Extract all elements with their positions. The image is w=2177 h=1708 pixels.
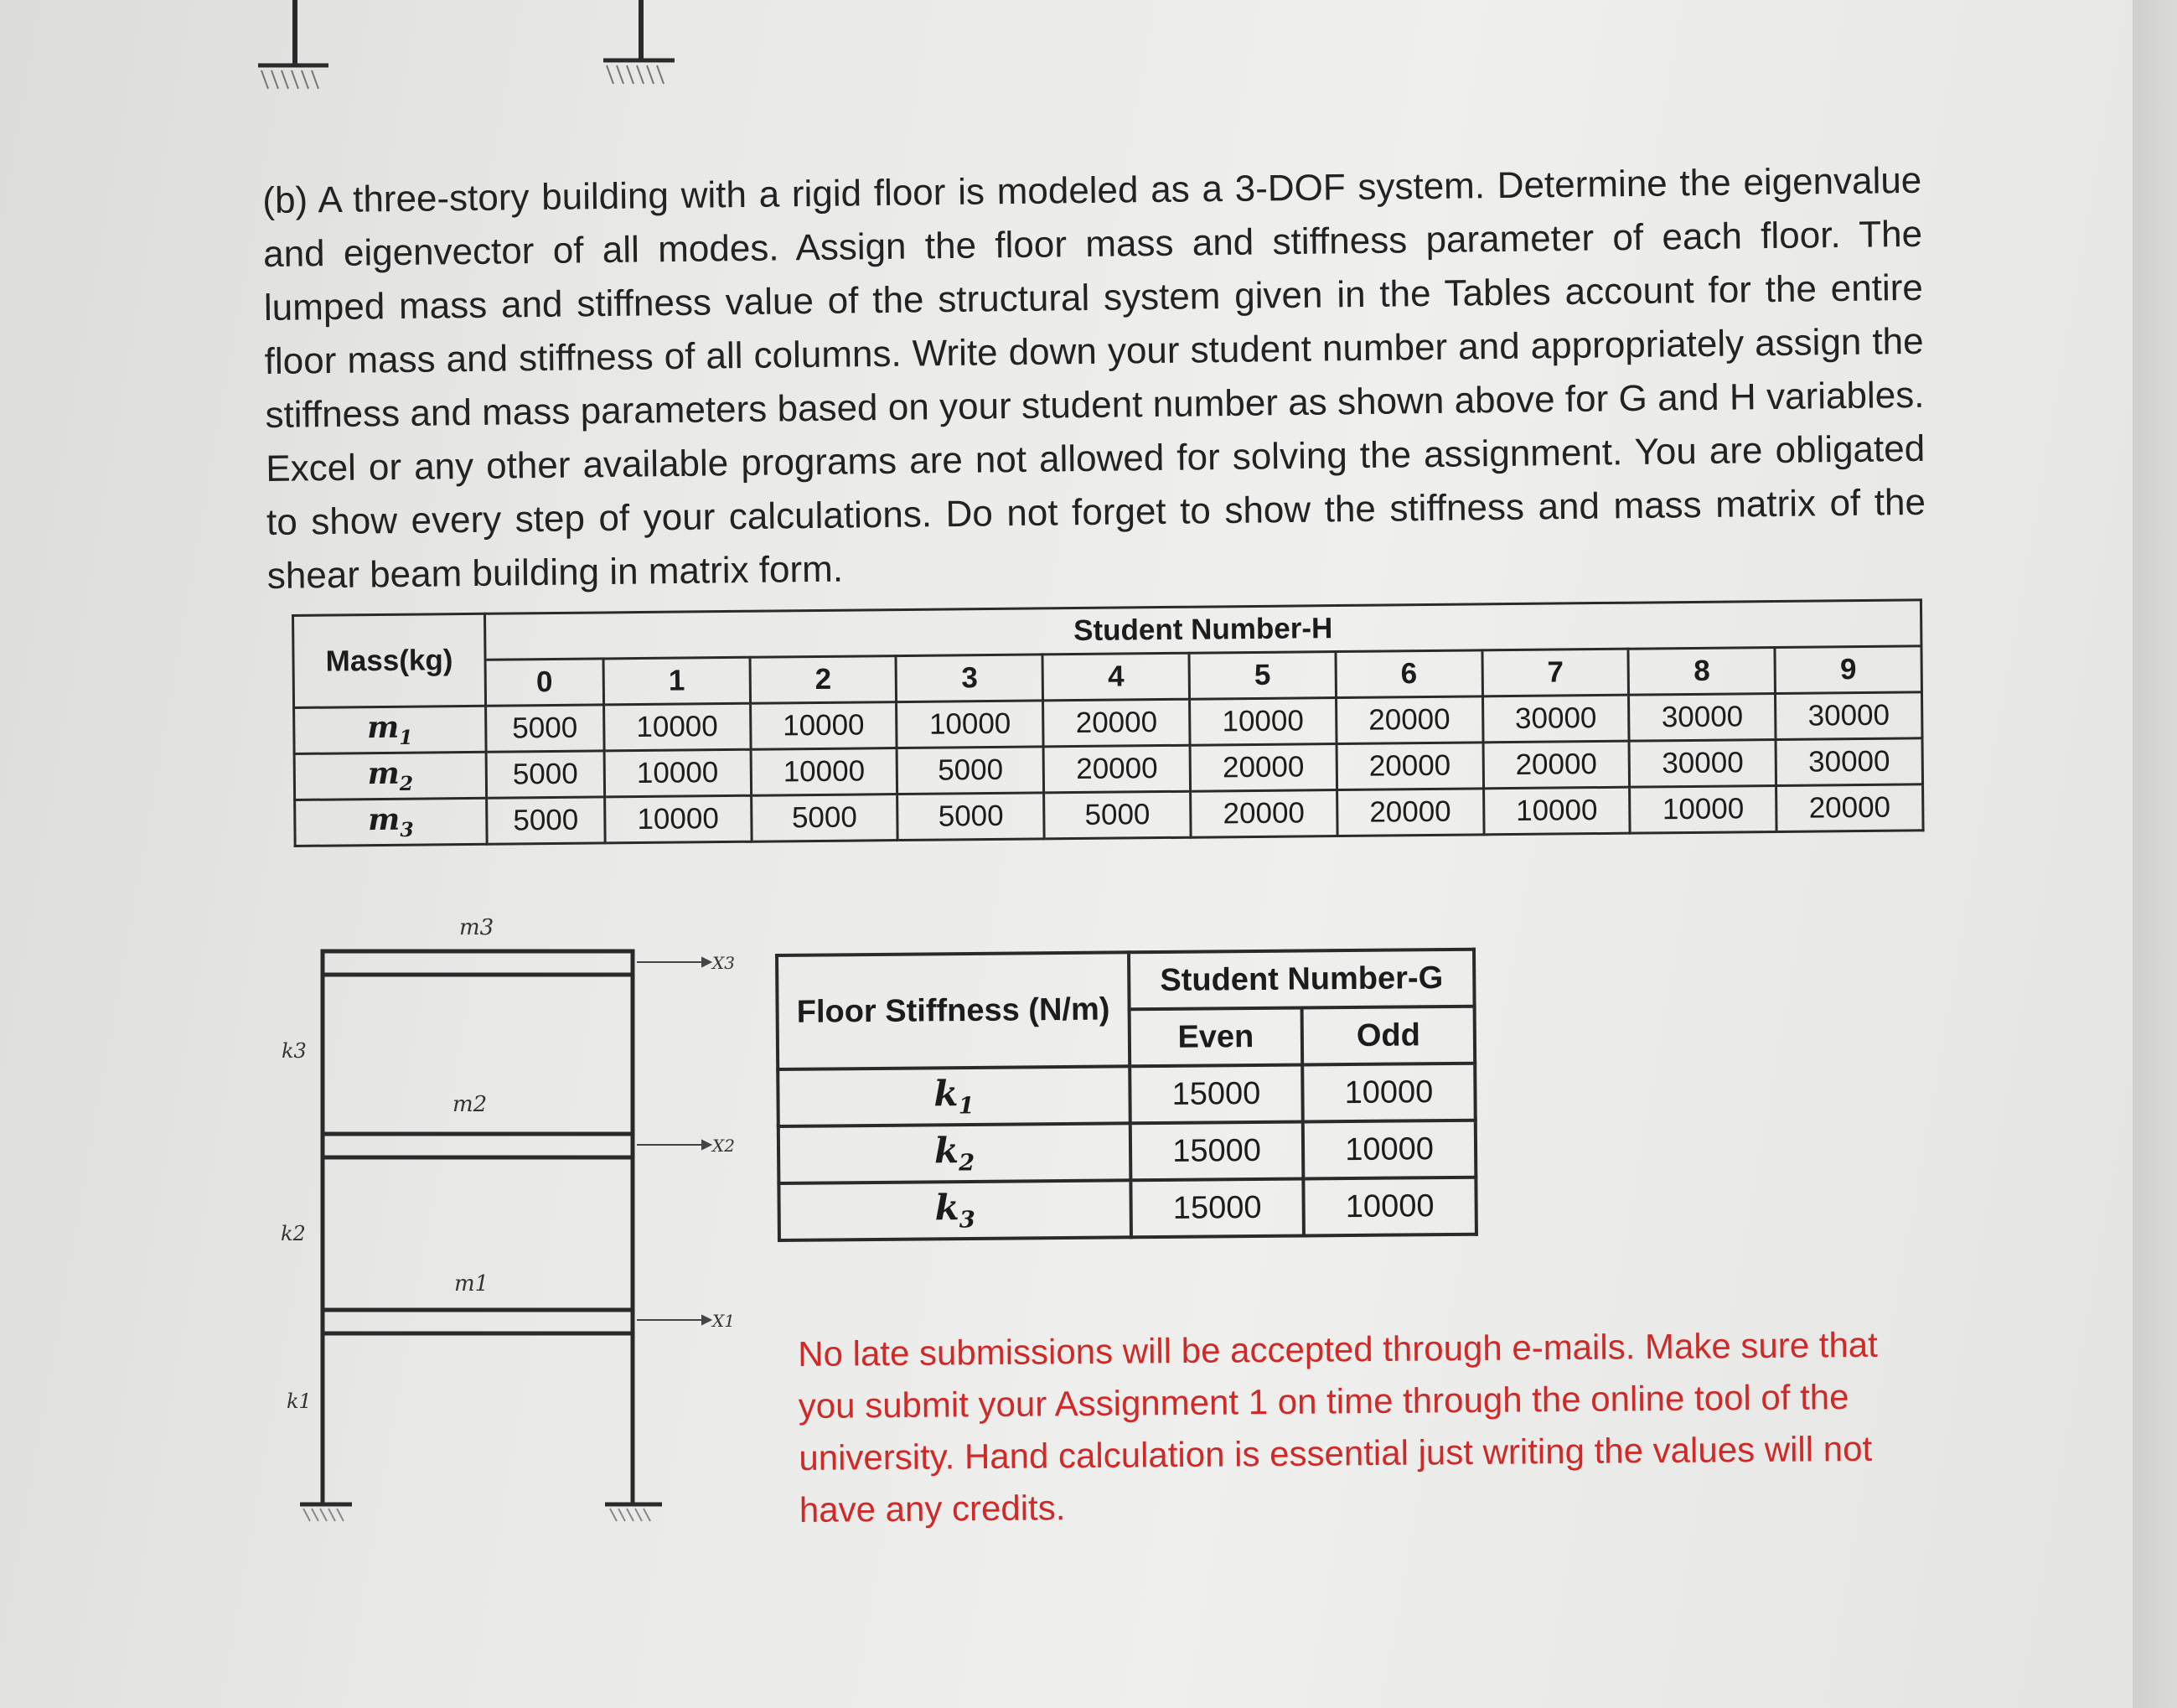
mass-value-cell: 30000 <box>1629 694 1776 742</box>
mass-value-cell: 20000 <box>1043 699 1190 747</box>
mass-value-cell: 30000 <box>1629 740 1776 788</box>
mass-column-header: 3 <box>896 655 1042 702</box>
mass-value-cell: 20000 <box>1191 790 1337 838</box>
stiffness-value-cell: 15000 <box>1130 1122 1304 1181</box>
mass-value-cell: 20000 <box>1190 744 1337 792</box>
mass-value-cell: 30000 <box>1776 692 1922 740</box>
problem-statement: (b) A three-story building with a rigid floor is modeled as a 3-DOF system. Determine the eigenvalue and eigenvector of all modes. Assign the floor mass and stiffness parameter of each floor. The lumped mass and stiffness value of the structural system given in the Tables account for the entire floor mass and stiffness of all columns. Write down your student number and appropriately assign the stiffness and mass parameters based on your student number as shown above for G and H variables. Excel or any other available programs are not allowed for solving the assignment. You are obligated to show every step of your calculations. Do not forget to show the stiffness and mass matrix of the shear beam building in matrix form. <box>262 159 1926 597</box>
stiffness-value-cell: 10000 <box>1303 1121 1476 1179</box>
mass-value-cell: 20000 <box>1337 789 1483 836</box>
stiffness-value-cell: 10000 <box>1302 1064 1476 1122</box>
mass-value-cell: 20000 <box>1776 784 1923 832</box>
mass-column-header: 0 <box>485 659 603 706</box>
stiffness-value-cell: 15000 <box>1130 1065 1303 1124</box>
mass-value-cell: 5000 <box>897 793 1044 841</box>
displacement-label-x2: X2 <box>712 1136 735 1156</box>
main-frame <box>300 951 662 1504</box>
stiffness-table-row <box>778 1064 1476 1126</box>
mass-column-header: 6 <box>1336 650 1482 698</box>
late-submission-notice: No late submissions will be accepted through e-mails. Make sure that you submit your Assignment 1 on time through the online tool of the university. Hand calculation is essential just writing the values will not have any credits. <box>798 1324 1879 1529</box>
mass-column-header: 1 <box>603 657 750 705</box>
stiffness-label-k3: k3 <box>282 1039 307 1063</box>
stiffness-label-k2: k2 <box>281 1222 306 1245</box>
stiffness-label-k1: k1 <box>287 1390 312 1413</box>
mass-value-cell: 10000 <box>1483 787 1630 835</box>
mass-value-cell: 5000 <box>897 747 1044 794</box>
stiffness-row-label <box>778 1180 1131 1240</box>
stiffness-value-cell: 15000 <box>1130 1179 1304 1238</box>
displacement-label-x3: X3 <box>712 953 735 973</box>
mass-variable: $m_1$ <box>366 710 413 750</box>
mass-value-cell: 20000 <box>1043 745 1190 793</box>
mass-value-cell: 30000 <box>1776 738 1922 786</box>
mass-column-header: 7 <box>1482 649 1629 696</box>
stiffness-variable: $k_3$ <box>934 1187 975 1234</box>
mass-value-cell: 10000 <box>897 701 1043 748</box>
mass-column-header: 2 <box>750 656 897 704</box>
mass-value-cell: 20000 <box>1483 741 1630 789</box>
mass-value-cell: 10000 <box>1630 786 1776 834</box>
mass-value-cell: 5000 <box>751 794 897 842</box>
mass-row-label <box>295 798 488 846</box>
stiffness-table-body <box>778 1064 1476 1240</box>
mass-value-cell: 10000 <box>603 703 750 751</box>
stiffness-table-group-header: Student Number-G <box>1129 950 1475 1010</box>
mass-column-header: 8 <box>1628 648 1775 696</box>
upper-frame-supports <box>258 0 675 65</box>
mass-column-header: 5 <box>1189 652 1336 700</box>
stiffness-row-label <box>778 1066 1130 1126</box>
ground-hatch <box>303 1509 650 1521</box>
mass-value-cell: 30000 <box>1482 695 1629 743</box>
mass-table-group-header: Student Number-H <box>485 600 1921 660</box>
mass-value-cell: 10000 <box>604 749 751 797</box>
mass-value-cell: 5000 <box>487 797 605 844</box>
mass-value-cell: 20000 <box>1336 696 1482 744</box>
mass-label-m1: m1 <box>454 1271 489 1297</box>
stiffness-variable: $k_1$ <box>933 1073 975 1120</box>
mass-row-label <box>294 706 487 753</box>
mass-table-body <box>294 692 1923 846</box>
stiffness-table-row <box>778 1121 1476 1183</box>
stiffness-variable: $k_2$ <box>933 1130 975 1177</box>
mass-label-m3: m3 <box>459 915 494 940</box>
stiffness-row-label <box>778 1123 1131 1183</box>
upper-ground-hatch <box>261 65 664 89</box>
stiffness-table-row <box>778 1177 1476 1240</box>
displacement-label-x1: X1 <box>712 1311 735 1331</box>
mass-row-label <box>294 752 487 800</box>
displacement-arrows <box>637 958 711 1324</box>
mass-value-cell: 5000 <box>486 751 604 798</box>
mass-table <box>292 598 1925 847</box>
stiffness-column-header: Odd <box>1302 1007 1476 1065</box>
mass-value-cell: 5000 <box>486 705 604 752</box>
stiffness-table-row-header: Floor Stiffness (N/m) <box>777 952 1130 1069</box>
mass-column-header: 4 <box>1042 653 1189 701</box>
mass-value-cell: 10000 <box>751 748 897 796</box>
stiffness-column-header: Even <box>1130 1008 1303 1067</box>
mass-table-row-header: Mass(kg) <box>293 613 486 707</box>
mass-value-cell: 10000 <box>1190 698 1337 746</box>
mass-value-cell: 10000 <box>750 702 897 750</box>
mass-variable: $m_2$ <box>367 756 414 796</box>
mass-column-header: 9 <box>1775 646 1921 694</box>
mass-value-cell: 10000 <box>604 795 751 843</box>
stiffness-value-cell: 10000 <box>1303 1177 1476 1236</box>
stiffness-table <box>775 948 1478 1242</box>
mass-label-m2: m2 <box>452 1092 488 1117</box>
mass-variable: $m_3$ <box>367 802 414 842</box>
mass-value-cell: 20000 <box>1337 743 1483 790</box>
mass-value-cell: 5000 <box>1044 791 1191 839</box>
